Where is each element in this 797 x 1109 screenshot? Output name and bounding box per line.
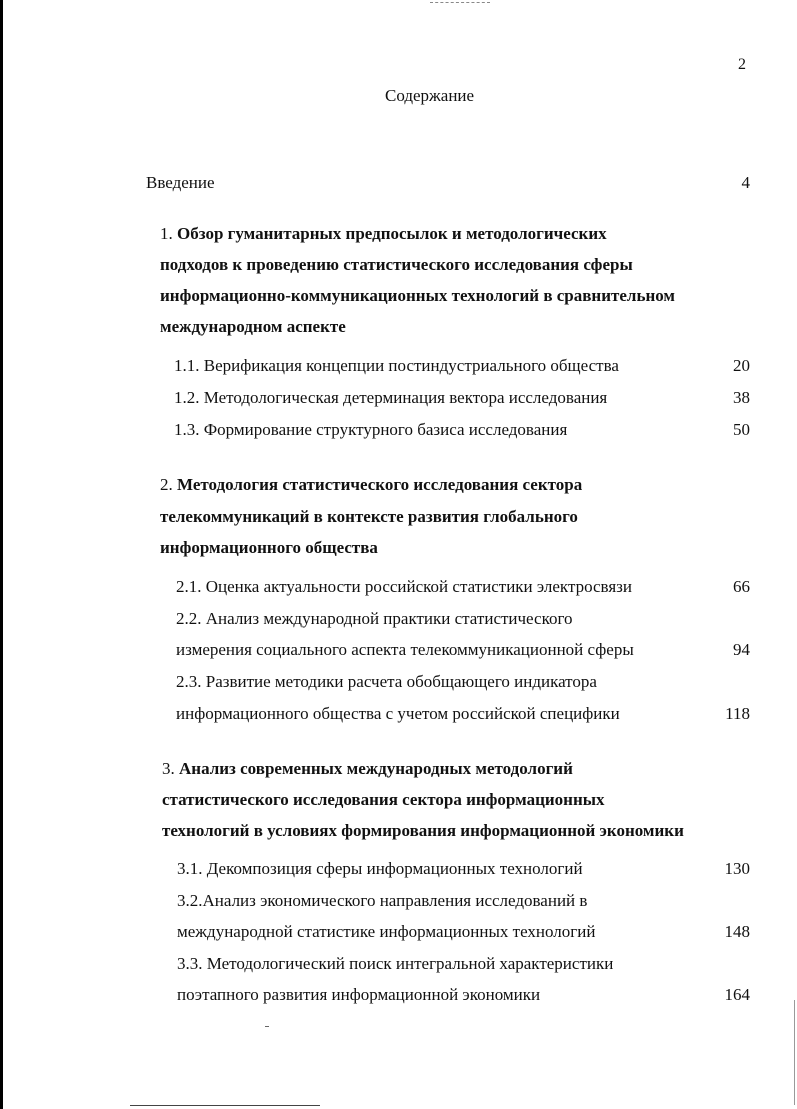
toc-section-1-3-page: 50 [733, 420, 750, 439]
toc-section-2-2-label-line-2: измерения социального аспекта телекоммуникационной сферы [176, 640, 634, 659]
toc-section-2-3-page: 118 [725, 704, 750, 723]
toc-chapter-1-title-line-1: 1. Обзор гуманитарных предпосылок и методологических [160, 224, 607, 243]
toc-intro-page: 4 [741, 173, 750, 192]
toc-section-3-2-label-line-1: 3.2.Анализ экономического направления исследований в [177, 891, 588, 910]
toc-section-1-1-label: 1.1. Верификация концепции постиндустриального общества [174, 356, 619, 375]
toc-chapter-1-number: 1. [160, 224, 173, 243]
toc-chapter-3-title-line-3: технологий в условиях формирования информационной экономики [162, 821, 684, 840]
toc-section-3-1-page: 130 [724, 859, 750, 878]
toc-section-1-1-page: 20 [733, 356, 750, 375]
toc-section-3-3-label-line-2: поэтапного развития информационной экономики [177, 985, 541, 1004]
toc-chapter-1-title-line-2: подходов к проведению статистического исследования сферы [160, 255, 633, 274]
toc-chapter-2-title-line-1: 2. Методология статистического исследования сектора [160, 475, 583, 494]
toc-section-3-3-label-line-1: 3.3. Методологический поиск интегральной характеристики [177, 954, 614, 973]
scan-left-edge [0, 0, 3, 1109]
toc-section-2-3-label-line-1: 2.3. Развитие методики расчета обобщающего индикатора [176, 672, 597, 691]
toc-section-1-2-label: 1.2. Методологическая детерминация вектора исследования [174, 388, 608, 407]
toc-chapter-2-title-line-3: информационного общества [160, 538, 378, 557]
toc-chapter-3-title-line-2: статистического исследования сектора информационных [162, 790, 605, 809]
toc-section-3-3-page: 164 [724, 985, 750, 1004]
toc-section-3-2-page: 148 [724, 922, 750, 941]
page-number: 2 [738, 56, 746, 73]
toc-section-2-3-label-line-2: информационного общества с учетом российской специфики [176, 704, 620, 723]
toc-section-1-2-page: 38 [733, 388, 750, 407]
toc-chapter-3-number: 3. [162, 759, 175, 778]
toc-section-2-2-label-line-1: 2.2. Анализ международной практики статистического [176, 609, 573, 628]
toc-section-2-1-label: 2.1. Оценка актуальности российской статистики электросвязи [176, 577, 632, 596]
page-title: Содержание [385, 86, 475, 105]
scan-bottom-line [130, 1105, 320, 1106]
toc-chapter-1-title-line-4: международном аспекте [160, 317, 346, 336]
toc-section-2-2-page: 94 [733, 640, 750, 659]
toc-chapter-1-title-line-3: информационно-коммуникационных технологий в сравнительном [160, 286, 675, 305]
scan-right-line [794, 1000, 795, 1105]
toc-intro-label: Введение [146, 173, 215, 192]
toc-chapter-3-title-line-1: 3. Анализ современных международных методологий [162, 759, 573, 778]
toc-chapter-2-title-line-2: телекоммуникаций в контексте развития глобального [160, 507, 578, 526]
scan-speck [265, 1026, 269, 1027]
toc-section-2-1-page: 66 [733, 577, 750, 596]
toc-section-1-3-label: 1.3. Формирование структурного базиса исследования [174, 420, 568, 439]
toc-section-3-1-label: 3.1. Декомпозиция сферы информационных технологий [177, 859, 583, 878]
scan-top-mark [430, 2, 490, 3]
toc-section-3-2-label-line-2: международной статистике информационных технологий [177, 922, 596, 941]
toc-chapter-2-number: 2. [160, 475, 173, 494]
